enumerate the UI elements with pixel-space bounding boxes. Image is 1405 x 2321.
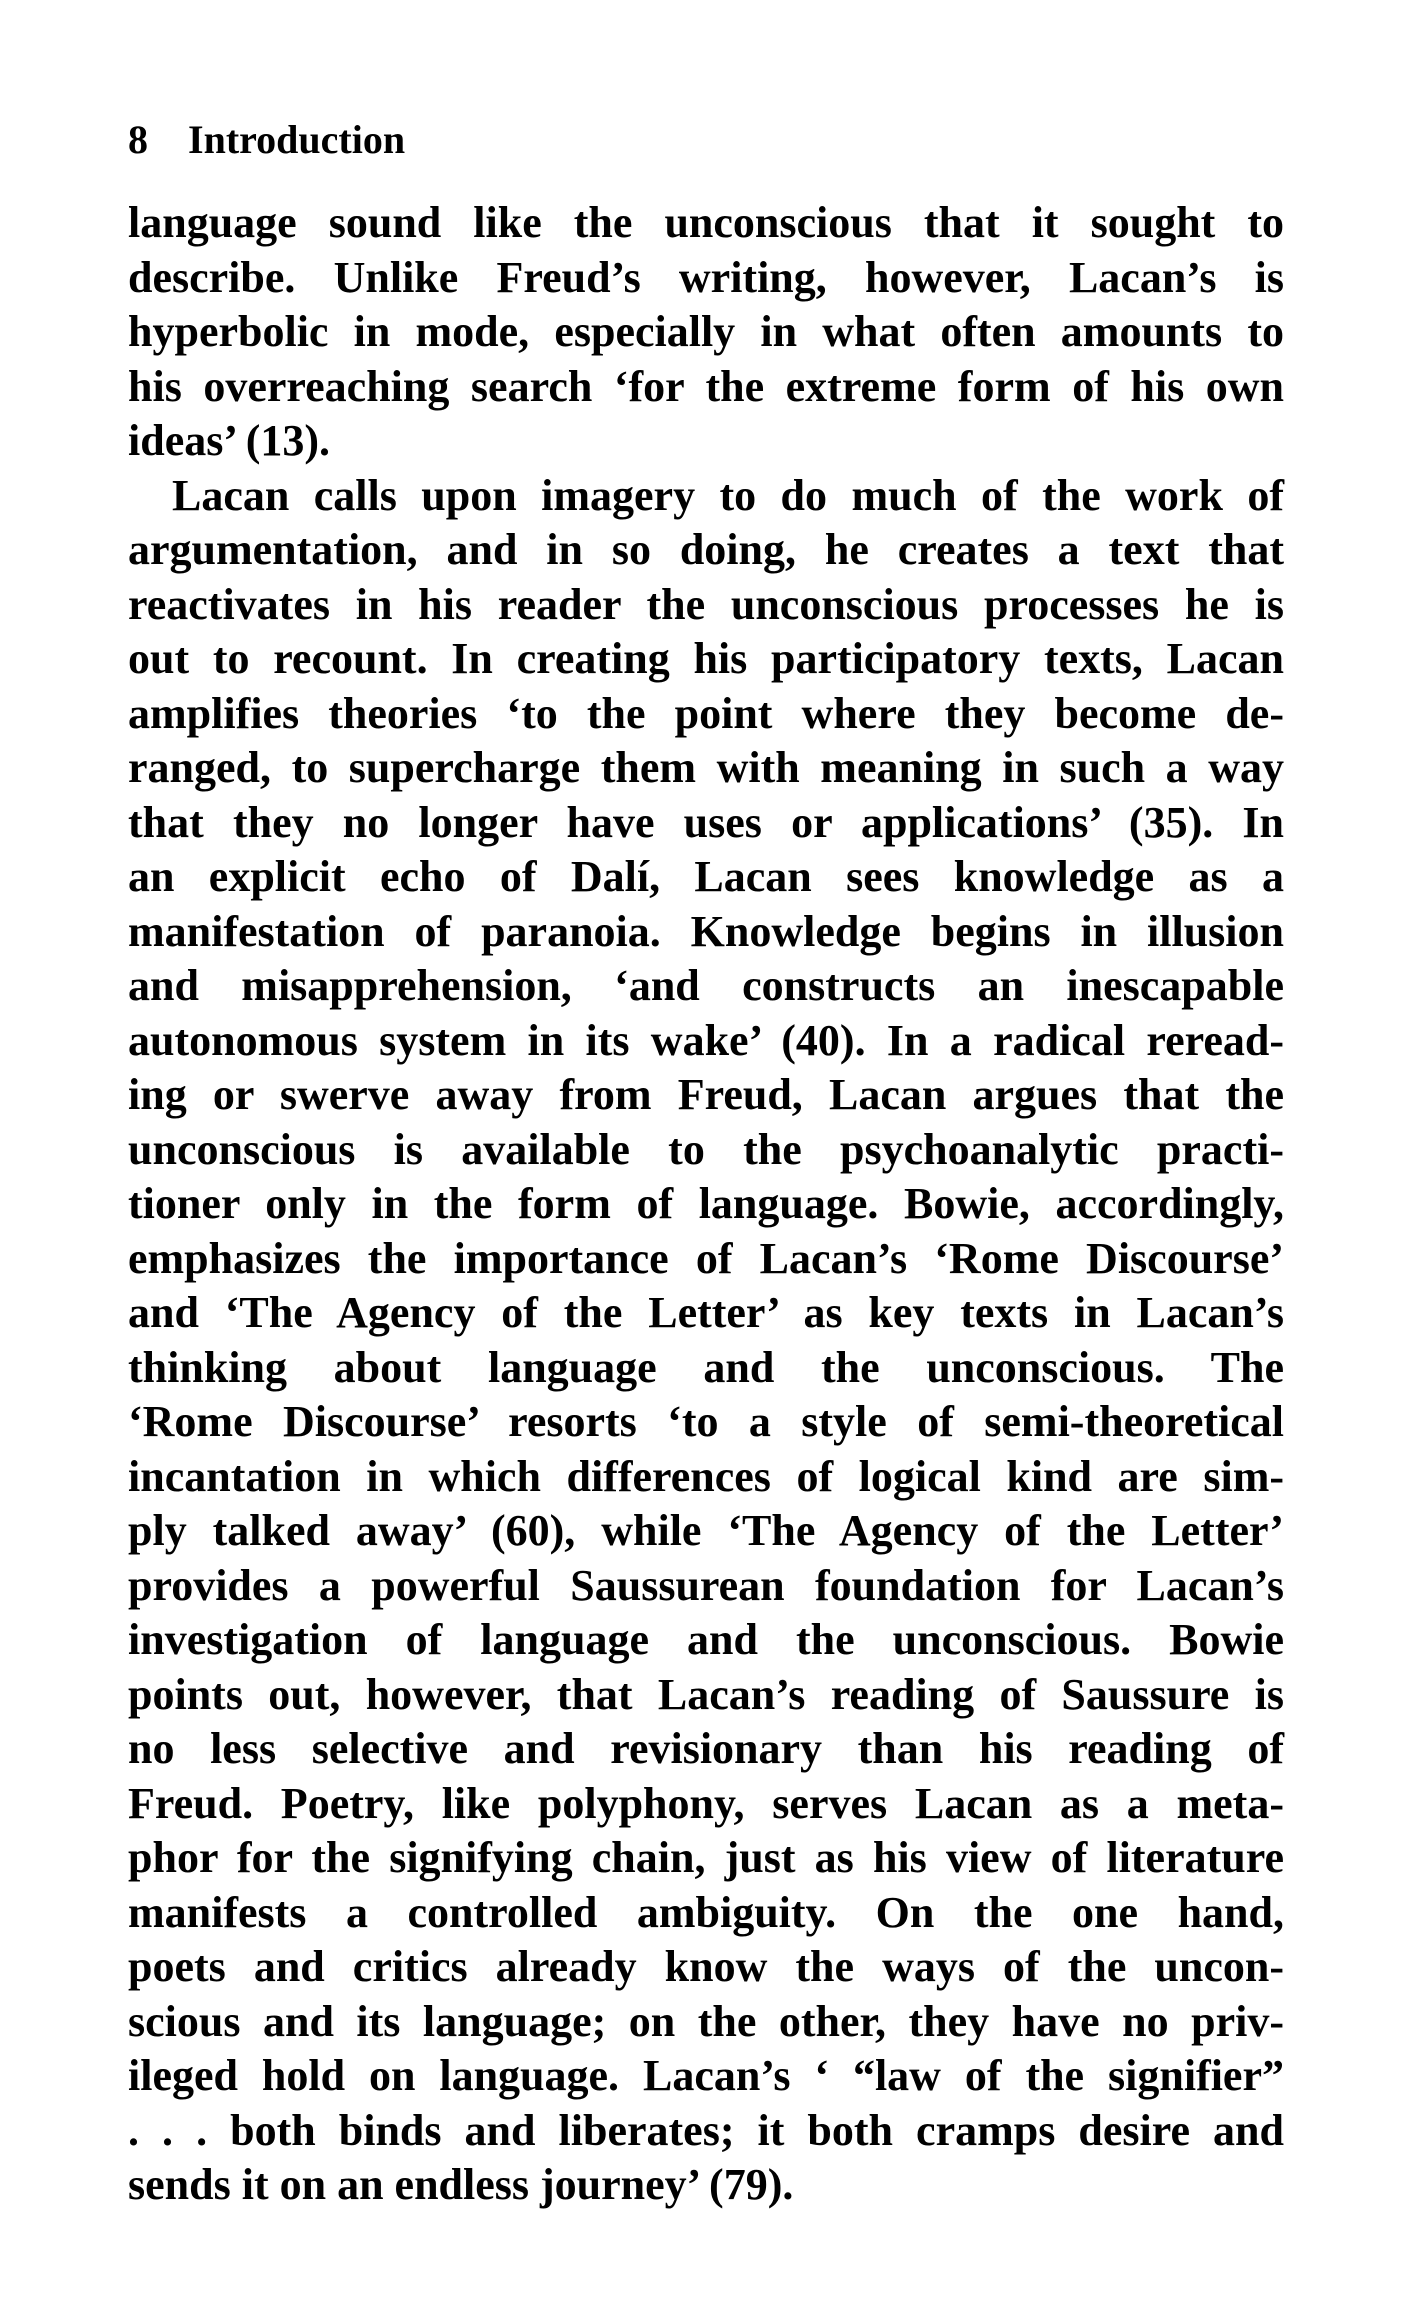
text-line: ply talked away’ (60), while ‘The Agency of the Letter’ (128, 1506, 1284, 1555)
page-number: 8 (128, 117, 148, 162)
text-line: sends it on an endless journey’ (79). (128, 2160, 794, 2209)
text-line: poets and critics already know the ways of the uncon- (128, 1942, 1284, 1991)
body-text (128, 196, 1284, 2213)
running-head (128, 110, 405, 170)
text-line: no less selective and revisionary than his reading of (128, 1724, 1284, 1773)
text-line: emphasizes the importance of Lacan’s ‘Rome Discourse’ (128, 1233, 1284, 1283)
text-line: his overreaching search ‘for the extreme form of his own (128, 361, 1284, 411)
text-line: amplifies theories ‘to the point where they become de- (128, 688, 1284, 738)
text-line: . . . both binds and liberates; it both cramps desire and (128, 2105, 1284, 2155)
text-line: thinking about language and the unconscious. The (128, 1342, 1284, 1392)
text-line: and ‘The Agency of the Letter’ as key texts in Lacan’s (128, 1288, 1284, 1337)
text-line: that they no longer have uses or applications’ (35). In (128, 797, 1284, 847)
text-line: Lacan calls upon imagery to do much of the work of (172, 470, 1284, 520)
running-title: Introduction (188, 117, 406, 162)
text-line: provides a powerful Saussurean foundation for Lacan’s (128, 1560, 1284, 1610)
text-line: investigation of language and the unconscious. Bowie (128, 1615, 1284, 1664)
text-line: manifests a controlled ambiguity. On the one hand, (128, 1887, 1284, 1937)
text-line: language sound like the unconscious that it sought to (128, 198, 1284, 247)
text-line: hyperbolic in mode, especially in what often amounts to (128, 307, 1284, 356)
paragraph (128, 196, 1284, 469)
text-line: scious and its language; on the other, they have no priv- (128, 1996, 1284, 2046)
text-line: phor for the signifying chain, just as his view of literature (128, 1833, 1284, 1882)
text-line: points out, however, that Lacan’s reading of Saussure is (128, 1669, 1284, 1719)
text-line: ideas’ (13). (128, 416, 331, 465)
text-line: autonomous system in its wake’ (40). In a radical reread- (128, 1015, 1284, 1065)
text-line: describe. Unlike Freud’s writing, however, Lacan’s is (128, 252, 1284, 302)
paragraph (128, 469, 1284, 2213)
text-line: ranged, to supercharge them with meaning in such a way (128, 743, 1284, 792)
text-line: ileged hold on language. Lacan’s ‘ “law of the signifier” (128, 2051, 1284, 2100)
text-line: argumentation, and in so doing, he creates a text that (128, 525, 1284, 574)
text-line: manifestation of paranoia. Knowledge begins in illusion (128, 906, 1284, 956)
text-line: incantation in which differences of logical kind are sim- (128, 1451, 1284, 1501)
text-line: an explicit echo of Dalí, Lacan sees knowledge as a (128, 852, 1284, 901)
text-line: reactivates in his reader the unconscious processes he is (128, 579, 1284, 629)
text-line: out to recount. In creating his participatory texts, Lacan (128, 634, 1284, 683)
text-line: tioner only in the form of language. Bowie, accordingly, (128, 1179, 1284, 1228)
text-line: ‘Rome Discourse’ resorts ‘to a style of semi-theoretical (128, 1397, 1284, 1446)
text-line: ing or swerve away from Freud, Lacan argues that the (128, 1070, 1284, 1119)
text-line: and misapprehension, ‘and constructs an inescapable (128, 961, 1284, 1010)
text-line: Freud. Poetry, like polyphony, serves Lacan as a meta- (128, 1778, 1284, 1828)
text-line: unconscious is available to the psychoanalytic practi- (128, 1124, 1284, 1174)
